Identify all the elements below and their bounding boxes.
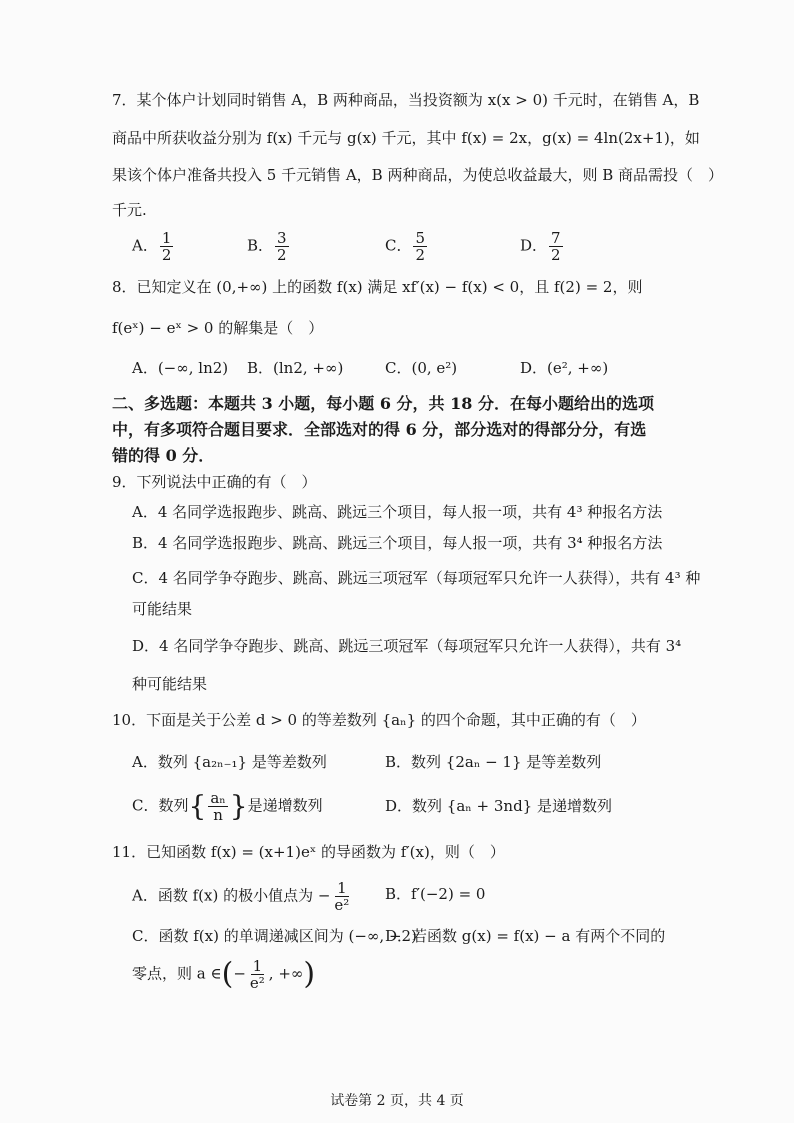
q7-option-d-num: 7 bbox=[551, 229, 561, 247]
section2-line1: 二、多选题：本题共 3 小题，每小题 6 分，共 18 分．在每小题给出的选项 bbox=[112, 394, 654, 413]
q7-line2: 商品中所获收益分别为 f(x) 千元与 g(x) 千元，其中 f(x) = 2x，g(x) = 4ln(2x+1)，如 bbox=[112, 129, 700, 147]
q11-option-c: C．函数 f(x) 的单调递减区间为 (−∞, −2) bbox=[132, 927, 417, 945]
q8-option-c: C．(0, e²) bbox=[385, 359, 458, 377]
q11-option-a-prefix: A．函数 f(x) 的极小值点为 − bbox=[132, 886, 331, 905]
q10-option-c-prefix: C．数列 bbox=[132, 796, 189, 815]
q11-option-d-fraction bbox=[248, 958, 267, 991]
q7-option-c-den: 2 bbox=[415, 246, 426, 264]
q7-option-a-label: A． bbox=[132, 236, 158, 255]
q7-option-b-fraction bbox=[275, 230, 289, 263]
q7-option-a bbox=[132, 230, 175, 263]
q8-option-b: B．(ln2, +∞) bbox=[247, 359, 344, 377]
section2-line3: 错的得 0 分． bbox=[112, 446, 215, 465]
page-footer: 试卷第 2 页，共 4 页 bbox=[330, 1093, 464, 1109]
q9-stem: 9．下列说法中正确的有（ ） bbox=[112, 473, 317, 491]
q7-option-d-den: 2 bbox=[551, 246, 561, 264]
q10-stem: 10．下面是关于公差 d > 0 的等差数列 {aₙ} 的四个命题，其中正确的有（ ） bbox=[112, 711, 646, 729]
q11-option-d-num: 1 bbox=[252, 957, 263, 975]
q10-option-c-suffix: 是递增数列 bbox=[247, 796, 323, 815]
q7-option-c bbox=[385, 230, 429, 263]
q7-line1: 7．某个体户计划同时销售 A，B 两种商品，当投资额为 x(x > 0) 千元时，在销售 A，B bbox=[112, 91, 700, 109]
q10-option-c bbox=[132, 790, 323, 823]
q9-option-d-line1: D．4 名同学争夺跑步、跳高、跳远三项冠军（每项冠军只允许一人获得），共有 3⁴ bbox=[132, 637, 682, 655]
q10-option-c-den: n bbox=[213, 806, 223, 824]
q7-option-b bbox=[247, 230, 291, 263]
q7-option-b-label: B． bbox=[247, 236, 274, 255]
q10-option-d: D．数列 {aₙ + 3nd} 是递增数列 bbox=[385, 797, 612, 815]
q11-option-d-line1: D．若函数 g(x) = f(x) − a 有两个不同的 bbox=[385, 927, 666, 945]
q7-option-a-den: 2 bbox=[161, 246, 172, 264]
q7-line4: 千元. bbox=[112, 201, 147, 219]
q10-option-c-lbrace: { bbox=[188, 789, 207, 823]
q7-option-d-fraction bbox=[549, 230, 563, 263]
q11-option-a-den: e² bbox=[334, 896, 350, 914]
q8-line1: 8．已知定义在 (0,+∞) 上的函数 f(x) 满足 xf′(x) − f(x) < 0，且 f(2) = 2，则 bbox=[112, 278, 643, 296]
q8-option-a: A．(−∞, ln2) bbox=[132, 359, 229, 377]
q7-option-a-fraction bbox=[160, 230, 174, 263]
q9-option-d-line2: 种可能结果 bbox=[132, 675, 208, 693]
q7-option-b-num: 3 bbox=[277, 229, 287, 247]
q8-line2: f(eˣ) − eˣ > 0 的解集是（ ） bbox=[112, 319, 324, 337]
q9-option-a: A．4 名同学选报跑步、跳高、跳远三个项目，每人报一项，共有 4³ 种报名方法 bbox=[132, 503, 663, 521]
q11-option-a-num: 1 bbox=[337, 879, 347, 897]
q11-option-d-line2 bbox=[132, 958, 315, 991]
q11-option-d-den: e² bbox=[249, 974, 265, 992]
q10-option-a: A．数列 {a₂ₙ₋₁} 是等差数列 bbox=[132, 753, 327, 771]
q11-option-d-lparen: ( bbox=[221, 956, 234, 992]
q11-option-d-rparen: ) bbox=[303, 956, 316, 992]
q7-option-a-num: 1 bbox=[161, 229, 172, 247]
q9-option-c-line1: C．4 名同学争夺跑步、跳高、跳远三项冠军（每项冠军只允许一人获得），共有 4³ 种 bbox=[132, 569, 701, 587]
q11-option-d-prefix: 零点，则 a ∈ bbox=[132, 964, 222, 983]
q11-option-b: B．f′(−2) = 0 bbox=[385, 885, 486, 903]
q7-option-d-label: D． bbox=[520, 236, 548, 255]
q10-option-c-fraction bbox=[208, 790, 227, 823]
q7-option-d bbox=[520, 230, 565, 263]
q11-option-d-suffix: , +∞ bbox=[268, 964, 304, 983]
q9-option-b: B．4 名同学选报跑步、跳高、跳远三个项目，每人报一项，共有 3⁴ 种报名方法 bbox=[132, 534, 663, 552]
q11-option-a-fraction bbox=[332, 880, 351, 913]
q7-option-c-label: C． bbox=[385, 236, 412, 255]
q7-option-b-den: 2 bbox=[277, 246, 287, 264]
q11-option-d-neg: − bbox=[233, 964, 246, 983]
q7-line3: 果该个体户准备共投入 5 千元销售 A，B 两种商品，为使总收益最大，则 B 商品需投（ ） bbox=[112, 166, 724, 184]
q7-option-c-num: 5 bbox=[415, 229, 426, 247]
q10-option-b: B．数列 {2aₙ − 1} 是等差数列 bbox=[385, 753, 602, 771]
q8-option-d: D．(e², +∞) bbox=[520, 359, 609, 377]
section2-line2: 中，有多项符合题目要求．全部选对的得 6 分，部分选对的得部分分，有选 bbox=[112, 420, 647, 439]
q7-option-c-fraction bbox=[413, 230, 427, 263]
q9-option-c-line2: 可能结果 bbox=[132, 600, 193, 618]
q10-option-c-num: aₙ bbox=[210, 789, 226, 807]
q11-option-a bbox=[132, 880, 353, 913]
q11-stem: 11．已知函数 f(x) = (x+1)eˣ 的导函数为 f′(x)，则（ ） bbox=[112, 843, 505, 861]
q10-option-c-rbrace: } bbox=[229, 789, 248, 823]
